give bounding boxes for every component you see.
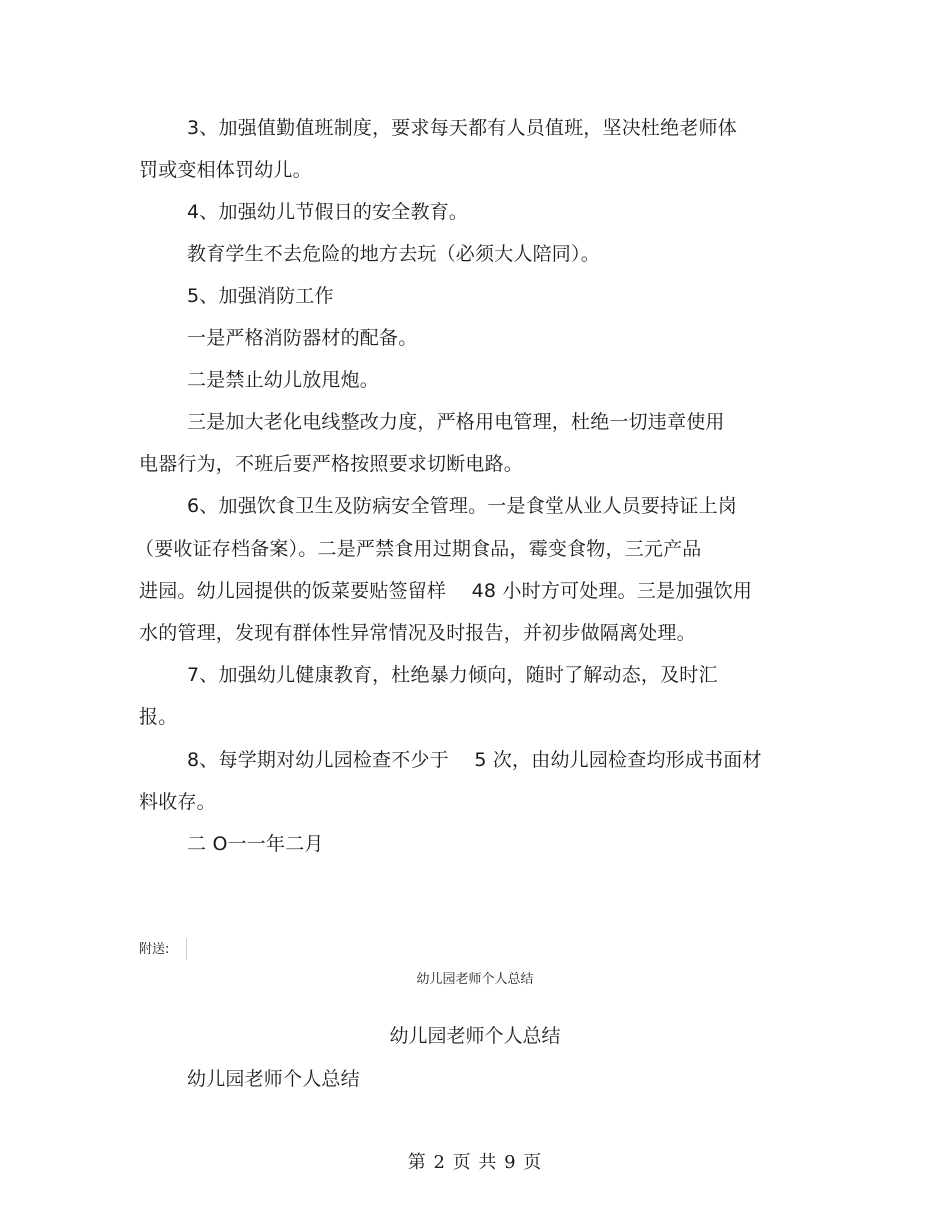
- paragraph-line: 一是严格消防器材的配备。: [187, 327, 418, 349]
- paragraph-line: 三是加大老化电线整改力度，严格用电管理，杜绝一切违章使用: [187, 411, 725, 433]
- attachment-label: 附送:: [139, 942, 170, 957]
- paragraph-line: 8、每学期对幼儿园检查不少于 5 次，由幼儿园检查均形成书面材: [187, 749, 762, 771]
- paragraph-line: 二是禁止幼儿放甩炮。: [187, 369, 380, 391]
- paragraph-line: 罚或变相体罚幼儿。: [139, 159, 312, 181]
- paragraph-line: 料收存。: [139, 791, 216, 813]
- paragraph-line: 6、加强饮食卫生及防病安全管理。一是食堂从业人员要持证上岗: [187, 495, 737, 517]
- attachment-sub-title: 幼儿园老师个人总结: [187, 1068, 360, 1090]
- paragraph-line: 进园。幼儿园提供的饭菜要贴签留样 48 小时方可处理。三是加强饮用: [139, 580, 753, 602]
- paragraph-line: （要收证存档备案）。二是严禁食用过期食品，霉变食物，三元产品: [135, 538, 702, 560]
- paragraph-line: 3、加强值勤值班制度，要求每天都有人员值班，坚决杜绝老师体: [187, 117, 737, 139]
- attachment-divider: [186, 938, 187, 960]
- attachment-main-title: 幼儿园老师个人总结: [389, 1025, 561, 1047]
- paragraph-line: 教育学生不去危险的地方去玩（必须大人陪同）。: [187, 243, 600, 265]
- paragraph-line: 5、加强消防工作: [187, 285, 334, 307]
- paragraph-line: 电器行为，不班后要严格按照要求切断电路。: [139, 453, 524, 475]
- paragraph-line: 水的管理，发现有群体性异常情况及时报告，并初步做隔离处理。: [139, 622, 696, 644]
- date-line: 二 O一一年二月: [187, 833, 324, 855]
- paragraph-line: 4、加强幼儿节假日的安全教育。: [187, 201, 469, 223]
- paragraph-line: 报。: [139, 706, 178, 728]
- attachment-small-title: 幼儿园老师个人总结: [416, 972, 534, 987]
- page-number-footer: 第 2 页 共 9 页: [407, 1152, 543, 1173]
- paragraph-line: 7、加强幼儿健康教育，杜绝暴力倾向，随时了解动态，及时汇: [187, 664, 718, 686]
